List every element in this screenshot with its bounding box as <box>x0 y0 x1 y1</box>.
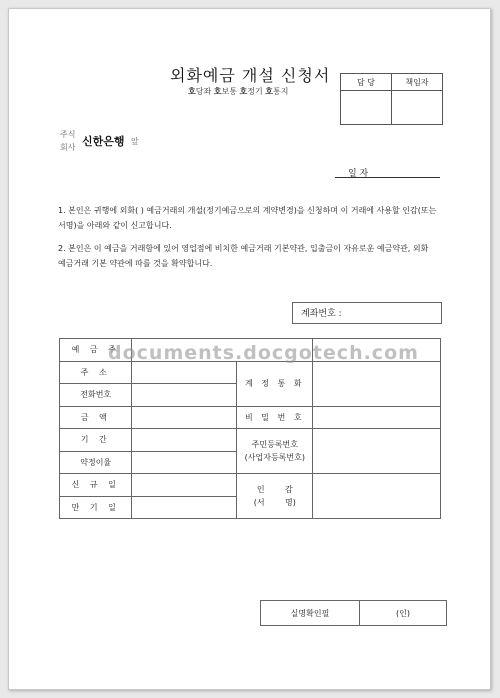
account-type-mark[interactable]: 호 <box>265 87 273 96</box>
amount-label: 금 액 <box>60 406 132 429</box>
deposit-owner-label: 예 금 주 <box>60 339 132 362</box>
period-field[interactable] <box>132 429 237 452</box>
agreed-rate-label: 약정이율 <box>60 451 132 474</box>
addressee-suffix: 앞 <box>131 137 139 146</box>
date-label: 일 자 <box>348 169 369 179</box>
agreed-rate-field[interactable] <box>132 451 237 474</box>
account-number-field[interactable] <box>292 302 442 324</box>
account-type-mark[interactable]: 호 <box>188 87 196 96</box>
password-field[interactable] <box>313 406 441 429</box>
approval-box <box>340 73 443 125</box>
period-label: 기 간 <box>60 429 132 452</box>
account-number-label: 계좌번호 : <box>301 309 342 319</box>
paragraph-2: 2. 본인은 이 예금을 거래함에 있어 영업점에 비치한 예금거래 기본약관, 입출금이 자유로운 예금약관, 외화 예금거래 기본 약관에 따를 것을 확약합니다. <box>58 244 429 268</box>
account-type-label: 당좌 <box>195 87 212 96</box>
amount-field[interactable] <box>132 406 237 429</box>
approval-staff-cell[interactable] <box>341 91 392 125</box>
identity-confirm-box <box>260 600 447 626</box>
account-type-label: 보통 <box>221 87 237 96</box>
applicant-info-table <box>59 338 441 519</box>
identity-confirm-seal[interactable]: (인) <box>360 601 447 626</box>
identity-confirm-label: 실명확인필 <box>261 601 360 626</box>
account-type-mark[interactable]: 호 <box>239 87 248 96</box>
account-type-options <box>188 86 288 97</box>
seal-signature-label: 인 감 (서 명) <box>237 474 313 519</box>
phone-label: 전화번호 <box>60 384 132 407</box>
currency-field[interactable] <box>313 361 441 406</box>
account-type-label: 통지 <box>272 87 289 96</box>
new-date-label: 신 규 일 <box>60 474 132 497</box>
date-field[interactable] <box>335 177 440 178</box>
maturity-date-label: 만 기 일 <box>60 496 132 519</box>
approval-manager-header: 책임자 <box>392 74 443 91</box>
approval-staff-header: 담 당 <box>341 74 392 91</box>
password-label: 비 밀 번 호 <box>237 406 313 429</box>
account-type-mark[interactable]: 호 <box>213 87 222 96</box>
id-number-label: 주민등록번호 (사업자등록번호) <box>237 429 313 474</box>
account-type-label: 정기 <box>247 87 263 96</box>
currency-label: 계 정 통 화 <box>237 361 313 406</box>
bank-name: 신한은행 <box>82 135 125 148</box>
form-title: 외화예금 개설 신청서 <box>170 66 331 85</box>
approval-manager-cell[interactable] <box>392 91 443 125</box>
seal-signature-field[interactable] <box>313 474 441 519</box>
address-field[interactable] <box>132 361 237 384</box>
watermark: documents.docgotech.com <box>108 342 419 364</box>
paragraph-1: 1. 본인은 귀행에 외화( ) 예금거래의 개설(정기예금으로의 계약변경)을 신청하며 이 거래에 사용할 인감(또는 서명)을 아래와 같이 신고합니다. <box>58 206 437 230</box>
address-label: 주 소 <box>60 361 132 384</box>
id-number-field[interactable] <box>313 429 441 474</box>
maturity-date-field[interactable] <box>132 496 237 519</box>
phone-field[interactable] <box>132 384 237 407</box>
corp-label: 주식 회사 <box>60 130 76 152</box>
new-date-field[interactable] <box>132 474 237 497</box>
